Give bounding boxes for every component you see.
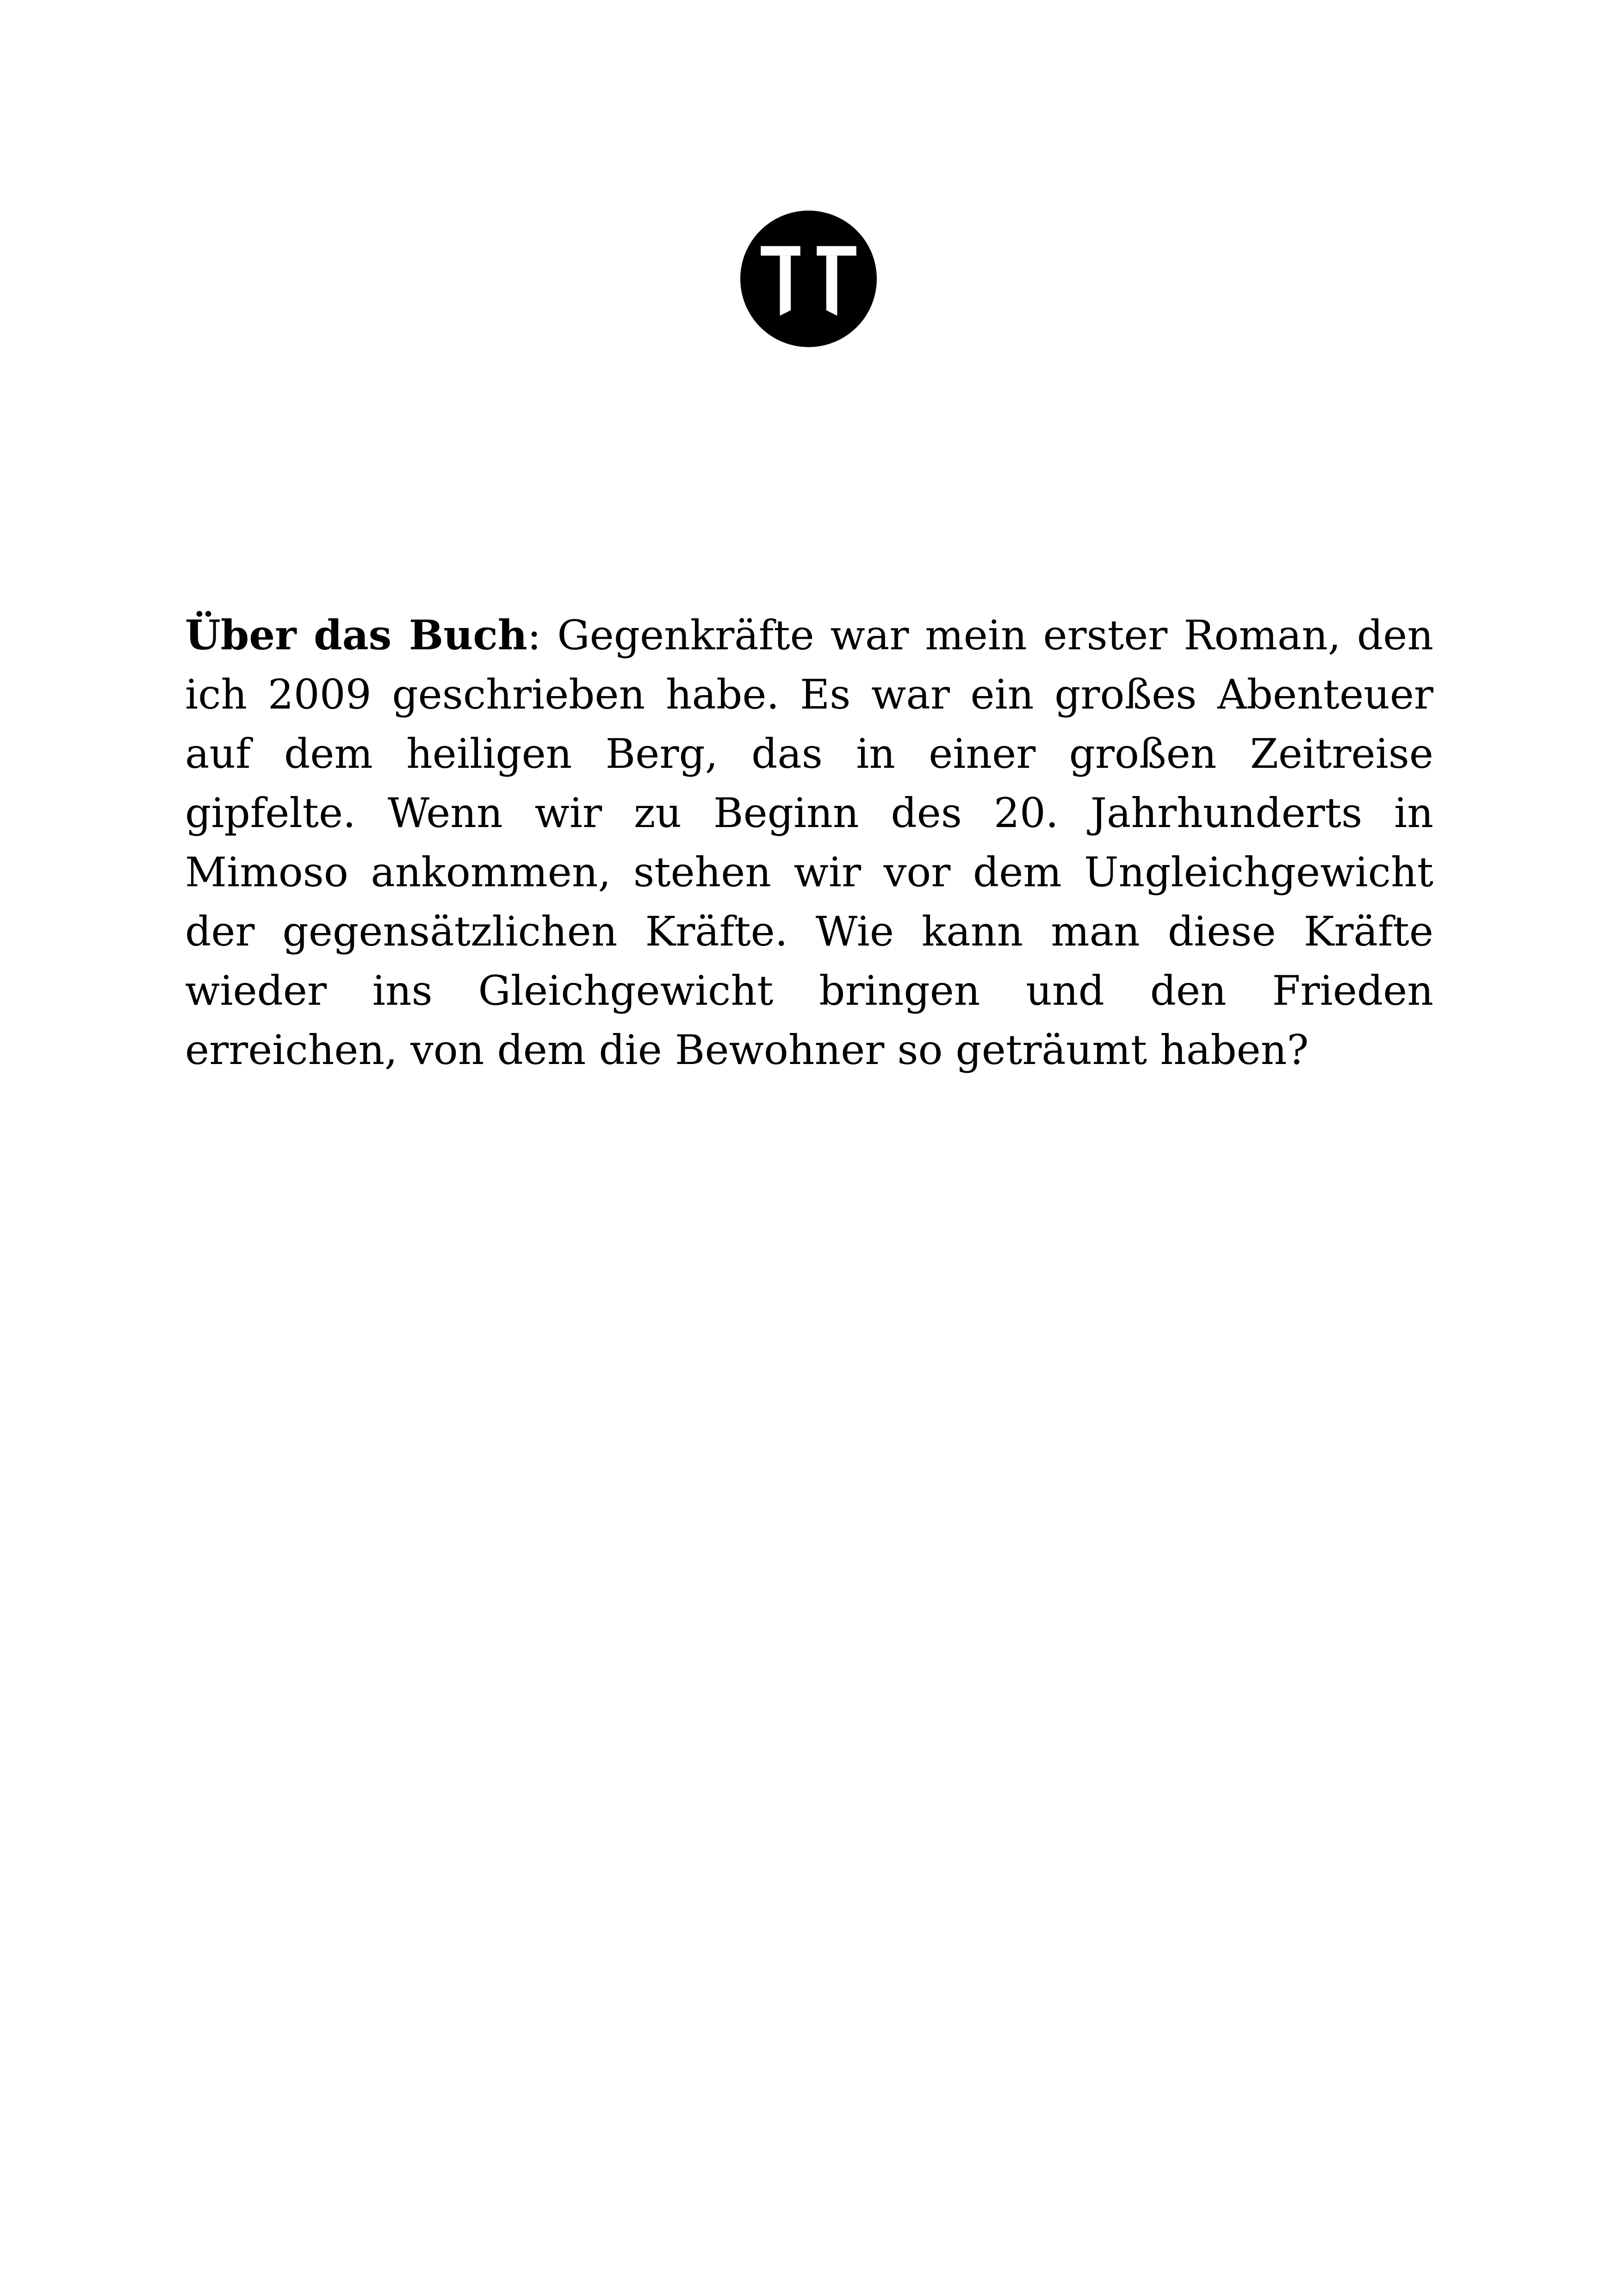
publisher-logo-icon [740, 211, 877, 347]
about-the-book-label: Über das Buch [185, 611, 527, 659]
about-label-separator: : [527, 611, 541, 659]
about-the-book-paragraph [185, 605, 1433, 1080]
about-the-book-text: Gegenkräfte war mein erster Roman, den ich 2009 geschrieben habe. Es war ein großes Abenteuer auf dem heiligen Berg, das in einer großen Zeitreise gipfelte. Wenn wir zu Beginn des 20. Jahrhunderts in Mimoso ankommen, stehen wir vor dem Ungleichgewicht der gegensätzlichen Kräfte. Wie kann man diese Kräfte wieder ins Gleichgewicht bringen und den Frieden erreichen, von dem die Bewohner so geträumt haben? [185, 611, 1433, 1074]
